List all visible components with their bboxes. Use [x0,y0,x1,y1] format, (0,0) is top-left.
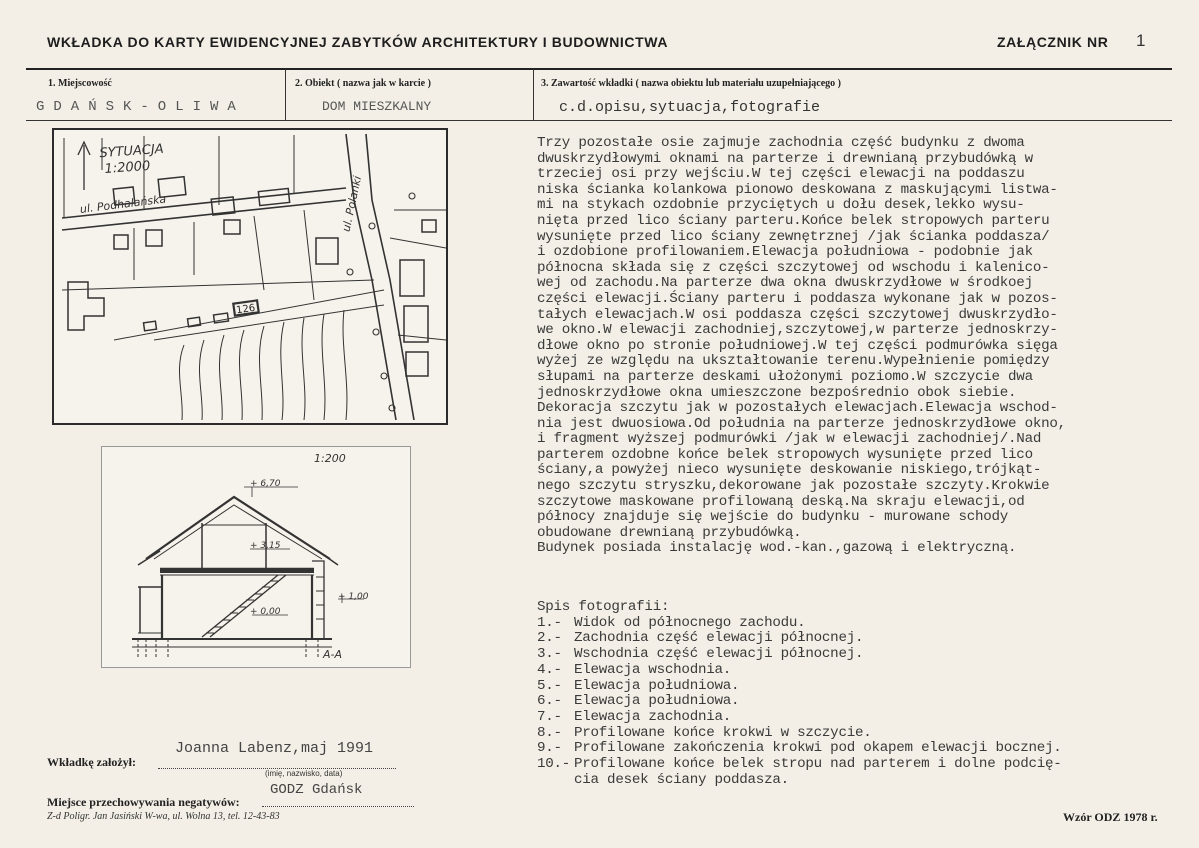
photo-item-number: 5.- [537,677,562,694]
object-label: 2. Obiekt ( nazwa jak w karcie ) [295,78,431,89]
description-line: nia jest dwuosiowa.Od południa na parterze jednoskrzydłowe okno, [537,415,1066,432]
description-text [537,136,1177,557]
description-line: wyżej ze względu na ukształtowanie terenu.Wypełnienie pomiędzy [537,353,1050,370]
description-line: i ozdobione profilowaniem.Elewacja południowa - podobnie jak [537,244,1033,261]
photo-item-text: Zachodnia część elewacji północnej. [574,630,864,647]
photo-item-number: 8.- [537,724,562,741]
situation-label: SYTUACJA 1:2000 [98,141,165,177]
description-line: wysunięte przed lico ściany zewnętrznej /jak ścianka poddasza/ [537,228,1050,245]
photo-item-text: Profilowane końce krokwi w szczycie. [574,724,872,741]
storage-dotted-line [262,806,414,807]
description-line: obudowane drewnianą przybudówką. [537,524,802,541]
founder-hint: (imię, nazwisko, data) [265,769,343,778]
photo-list-item [537,616,1187,632]
printer-imprint: Z-d Poligr. Jan Jasiński W-wa, ul. Wolna 13, tel. 12-43-83 [47,811,280,822]
section-label: A-A [323,648,343,661]
description-line: jednoskrzydłowe okna umieszczone bezpośrednio obok siebie. [537,384,1017,401]
description-line: szczytowe maskowane profilowaną deską.Na skraju elewacji,od [537,493,1025,510]
photo-item-number: 1.- [537,614,562,631]
photo-item-text: Profilowane zakończenia krokwi pod okapem elewacji bocznej. [574,740,1062,757]
photo-list-item [537,647,1187,663]
street-label-podhalanska: ul. Podhalańska [79,192,167,216]
description-line: we okno.W elewacji zachodniej,szczytowej,w parterze jednoskrzy- [537,322,1058,339]
photo-list-item [537,679,1187,695]
storage-label: Miejsce przechowywania negatywów: [47,795,240,809]
field-divider-1 [285,69,286,121]
contents-label: 3. Zawartość wkładki ( nazwa obiektu lub materiału uzupełniającego ) [541,78,842,89]
description-line: ściany,a powyżej nieco wysunięte deskowanie niskiego,trójkąt- [537,462,1042,479]
description-line: mi na stykach ozdobnie przyciętych u dołu desek,lekko wysu- [537,197,1025,214]
form-pattern: Wzór ODZ 1978 r. [1063,810,1158,824]
photo-list-item [537,710,1187,726]
photo-item-text: Elewacja zachodnia. [574,708,732,725]
founder-label: Wkładkę założył: [47,755,136,769]
dim-floor: + 0,00 [250,607,281,617]
photo-item-number: 9.- [537,740,562,757]
header-top-rule [26,68,1172,70]
photo-item-number: 2.- [537,630,562,647]
description-line: niska ścianka kolankowa pionowo deskowana z maskującymi listwa- [537,181,1058,198]
founder-value: Joanna Labenz,maj 1991 [175,740,374,757]
description-line: dwuskrzydłowymi oknami na parterze i drewnianą przybudówką w [537,150,1033,167]
object-value: DOM MIESZKALNY [322,99,432,114]
header-bottom-rule [26,120,1172,121]
photo-item-number: 3.- [537,646,562,663]
description-line: i fragment wyższej podmurówki /jak w elewacji zachodniej/.Nad [537,431,1042,448]
locality-label: 1. Miejscowość [48,78,112,89]
photo-item-text: Elewacja południowa. [574,677,740,694]
dim-attic: + 3,15 [250,541,281,551]
photo-item-number: 4.- [537,661,562,678]
dim-plinth: + 1,00 [338,592,369,602]
description-line: Budynek posiada instalację wod.-kan.,gazową i elektryczną. [537,540,1017,557]
storage-value: GODZ Gdańsk [270,782,363,798]
description-line: dłowe okno po stronie południowej.W tej części podmurówka sięga [537,337,1058,354]
photo-list [537,600,1187,788]
description-line: nego szczytu stryszku,dekorowane jak pozostałe szczyty.Krokwie [537,478,1050,495]
description-line: wej od zachodu.Na parterze dwa okna dwuskrzydłowe w środkoej [537,275,1033,292]
description-line: tałych elewacjach.W osi poddasza części szczytowej dwuskrzydło- [537,306,1058,323]
description-line: słupami na parterze deskami ułożonymi poziomo.W szczycie dwa [537,368,1033,385]
photo-list-item [537,663,1187,679]
description-line: Trzy pozostałe osie zajmuje zachodnia część budynku z dwoma [537,135,1025,151]
description-line: Dekoracja szczytu jak w pozostałych elewacjach.Elewacja wschod- [537,400,1058,417]
building-number-label: 126 [235,302,256,317]
photo-item-text: Widok od północnego zachodu. [574,614,806,631]
photo-item-text: Elewacja wschodnia. [574,661,732,678]
dim-ridge: + 6,70 [250,479,281,489]
field-divider-2 [533,69,534,121]
photo-list-item [537,726,1187,742]
photo-list-item [537,741,1187,757]
photo-list-item [537,694,1187,710]
description-line: nięta przed lico ściany parteru.Końce belek stropowych parteru [537,212,1050,229]
photo-item-number: 10.- [537,756,571,773]
photo-item-text: Profilowane końce belek stropu nad parterem i dolne podcię- cia desek ściany poddasza. [574,756,1062,788]
photo-item-number: 7.- [537,708,562,725]
description-line: części elewacji.Ściany parteru i poddasza wykonane jak w pozos- [537,290,1058,307]
description-line: parterem ozdobne końce belek stropowych wysunięte przed lico [537,446,1033,463]
description-line: północy znajduje się wejście do budynku - murowane schody [537,509,1009,526]
description-line: północna składa się z części szczytowej od wschodu i kalenico- [537,259,1050,276]
description-line: trzeciej osi przy wejściu.W tej części elewacji na poddaszu [537,166,1025,183]
form-title: WKŁADKA DO KARTY EWIDENCYJNEJ ZABYTKÓW ARCHITEKTURY I BUDOWNICTWA [47,34,669,50]
photo-item-text: Wschodnia część elewacji północnej. [574,646,864,663]
annex-number: 1 [1136,31,1146,50]
section-scale: 1:200 [314,452,346,465]
photo-item-number: 6.- [537,693,562,710]
annex-label: ZAŁĄCZNIK NR [997,34,1109,50]
photo-list-title: Spis fotografii: [537,599,670,615]
contents-value: c.d.opisu,sytuacja,fotografie [559,99,821,116]
photo-item-text: Elewacja południowa. [574,693,740,710]
street-label-polanki: ul. Polanki [339,174,365,233]
locality-value: GDAŃSK-OLIWA [36,99,245,115]
photo-list-item [537,757,1187,788]
photo-list-item [537,631,1187,647]
